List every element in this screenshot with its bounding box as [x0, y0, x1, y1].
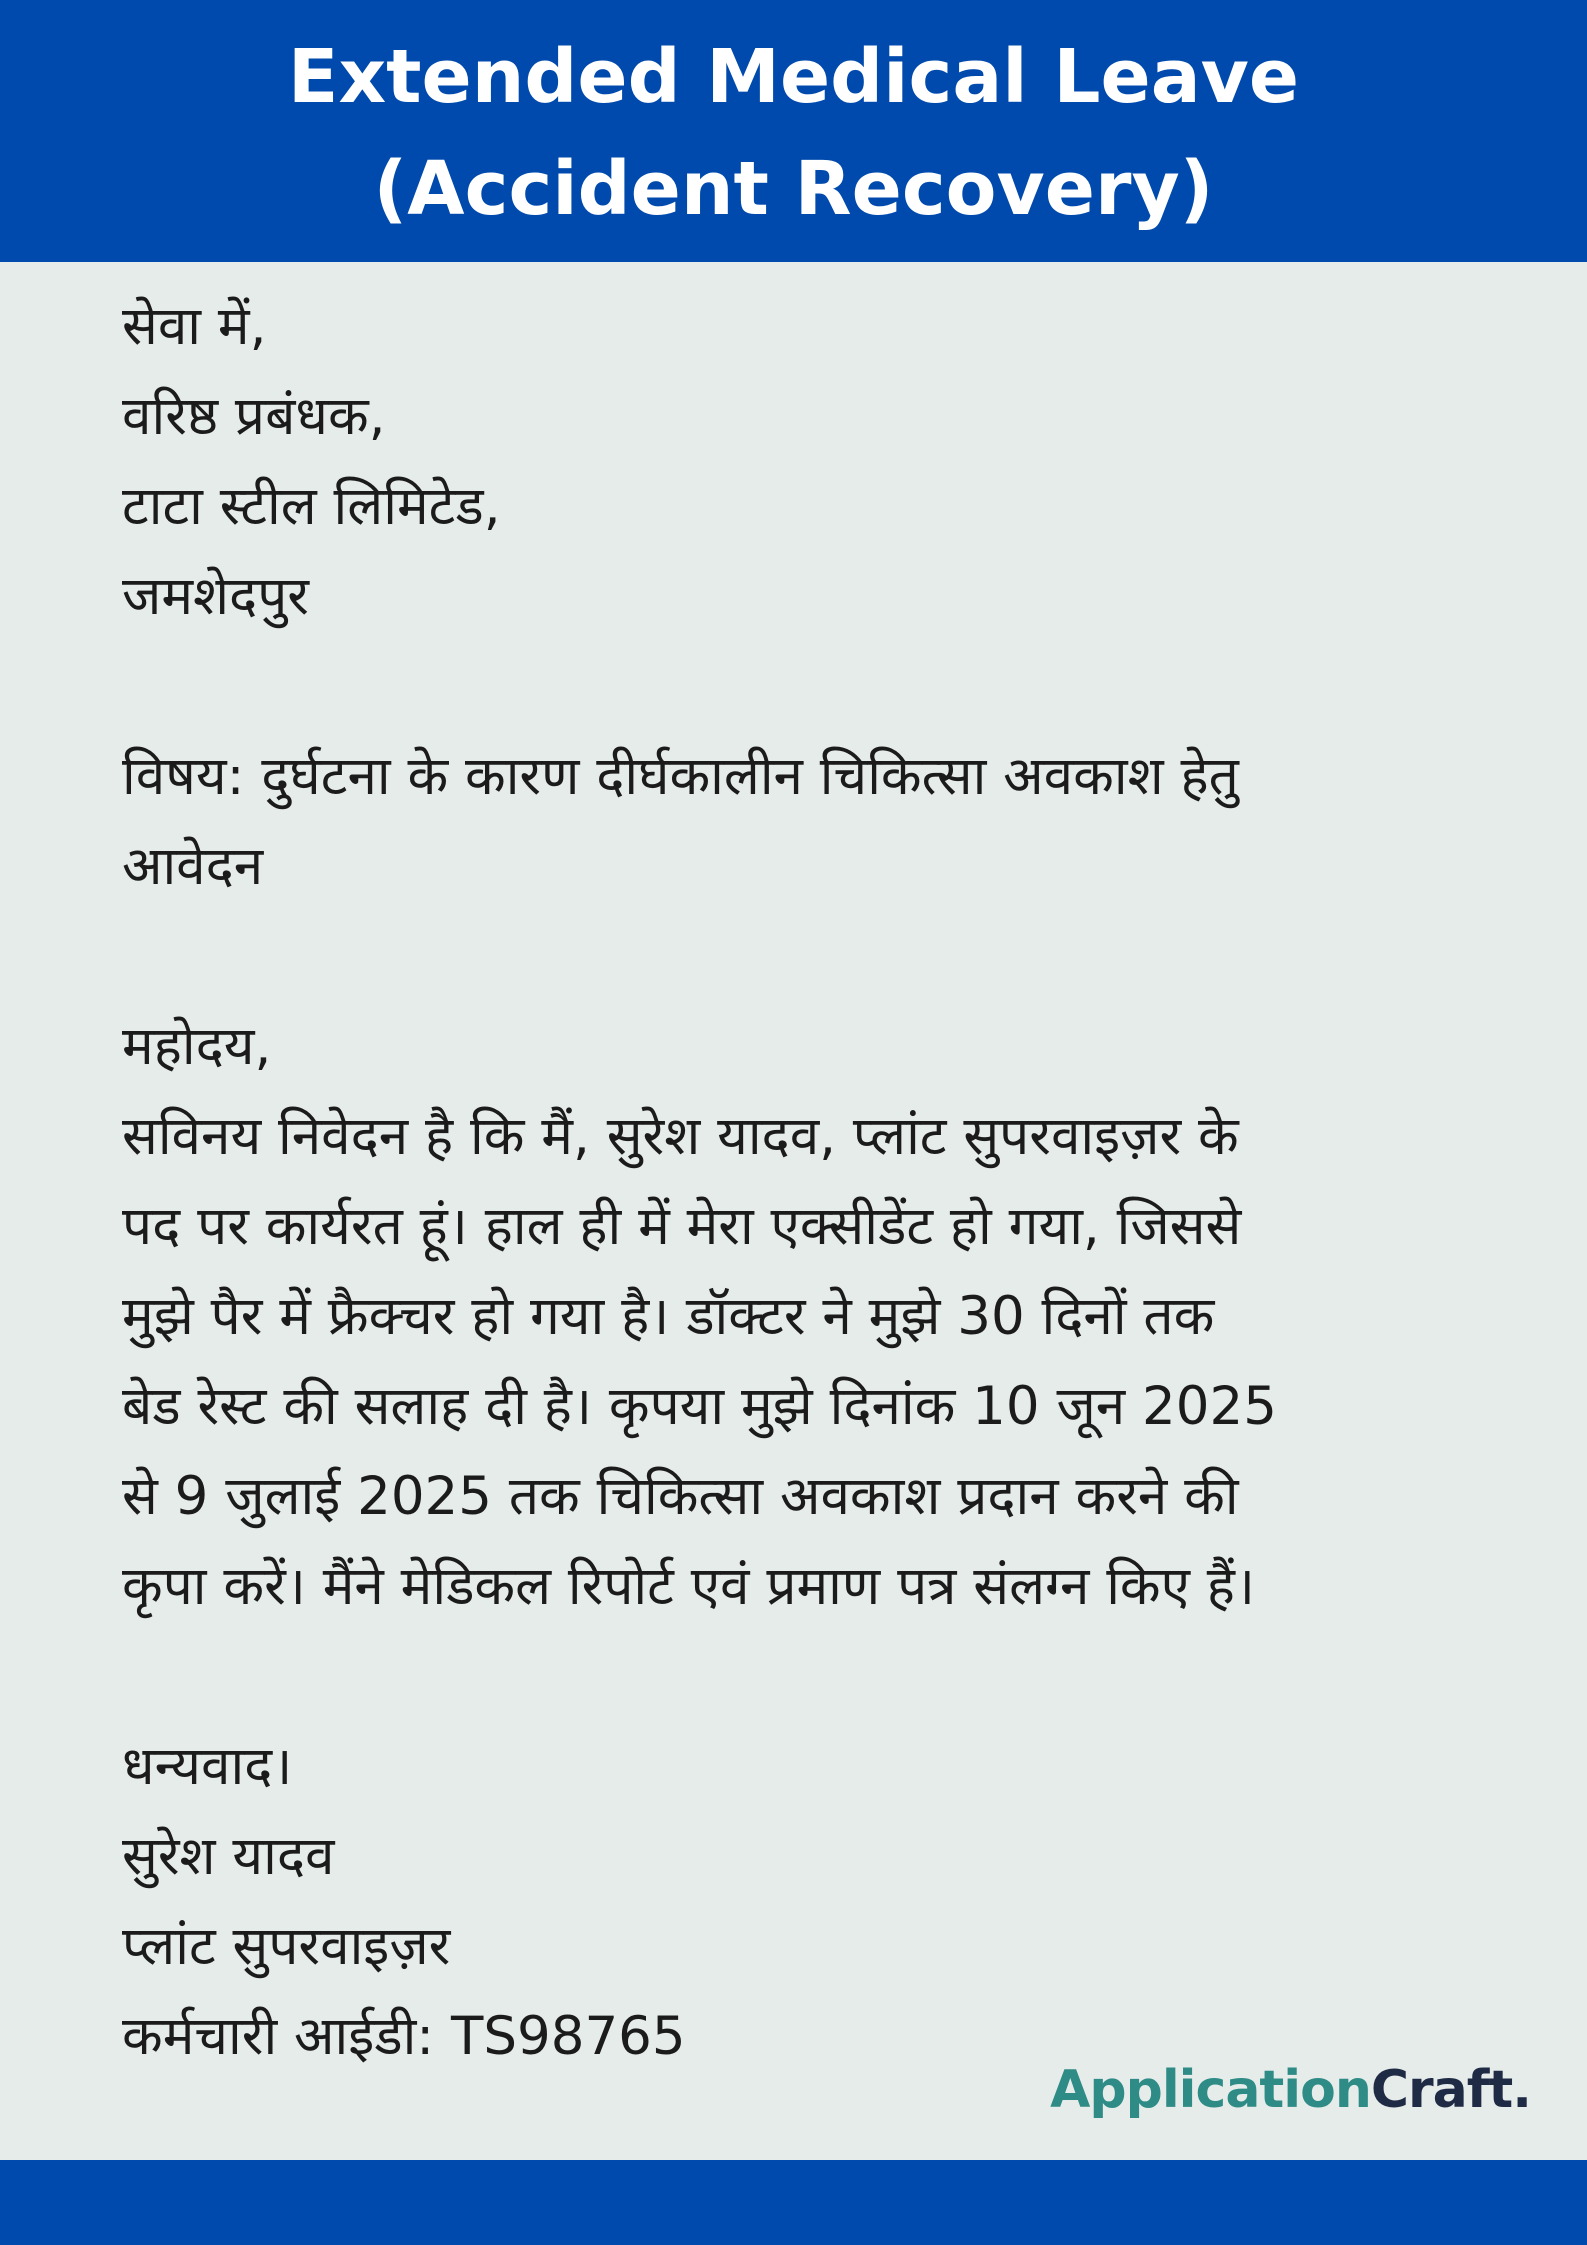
- employee-id: कर्मचारी आईडी: TS98765: [122, 2006, 686, 2067]
- recipient-line: सेवा में,: [122, 296, 267, 357]
- letter-body: [122, 282, 1502, 2082]
- body-line: बेड रेस्ट की सलाह दी है। कृपया मुझे दिनांक 10 जून 2025: [122, 1376, 1277, 1437]
- signature-designation: प्लांट सुपरवाइज़र: [122, 1916, 451, 1977]
- spacer: [122, 912, 1502, 1002]
- spacer: [122, 642, 1502, 732]
- logo-text-craft: Craft.: [1370, 2060, 1531, 2120]
- subject-line: विषय: दुर्घटना के कारण दीर्घकालीन चिकित्सा अवकाश हेतु: [122, 746, 1239, 807]
- body-line: से 9 जुलाई 2025 तक चिकित्सा अवकाश प्रदान करने की: [122, 1466, 1239, 1527]
- subject-line: आवेदन: [122, 836, 264, 897]
- body-paragraph: [122, 1092, 1502, 1632]
- page-title-line-1: Extended Medical Leave: [287, 34, 1300, 120]
- subject-block: [122, 732, 1502, 912]
- recipient-line: टाटा स्टील लिमिटेड,: [122, 476, 501, 537]
- signature-block: [122, 1812, 1502, 2082]
- closing: धन्यवाद।: [122, 1736, 293, 1797]
- page-title-line-2: (Accident Recovery): [373, 146, 1214, 232]
- body-line: सविनय निवेदन है कि मैं, सुरेश यादव, प्लांट सुपरवाइज़र के: [122, 1106, 1239, 1167]
- brand-logo: [1050, 2060, 1531, 2120]
- header-banner: [0, 0, 1587, 262]
- spacer: [122, 1632, 1502, 1722]
- logo-text-application: Application: [1050, 2060, 1371, 2120]
- recipient-block: [122, 282, 1502, 642]
- body-line: पद पर कार्यरत हूं। हाल ही में मेरा एक्सीडेंट हो गया, जिससे: [122, 1196, 1242, 1257]
- recipient-line: जमशेदपुर: [122, 566, 309, 627]
- body-line: मुझे पैर में फ्रैक्चर हो गया है। डॉक्टर ने मुझे 30 दिनों तक: [122, 1286, 1215, 1347]
- signature-name: सुरेश यादव: [122, 1826, 335, 1887]
- body-line: कृपा करें। मैंने मेडिकल रिपोर्ट एवं प्रमाण पत्र संलग्न किए हैं।: [122, 1556, 1256, 1617]
- recipient-line: वरिष्ठ प्रबंधक,: [122, 386, 386, 447]
- salutation: महोदय,: [122, 1016, 272, 1077]
- footer-bar: [0, 2160, 1587, 2245]
